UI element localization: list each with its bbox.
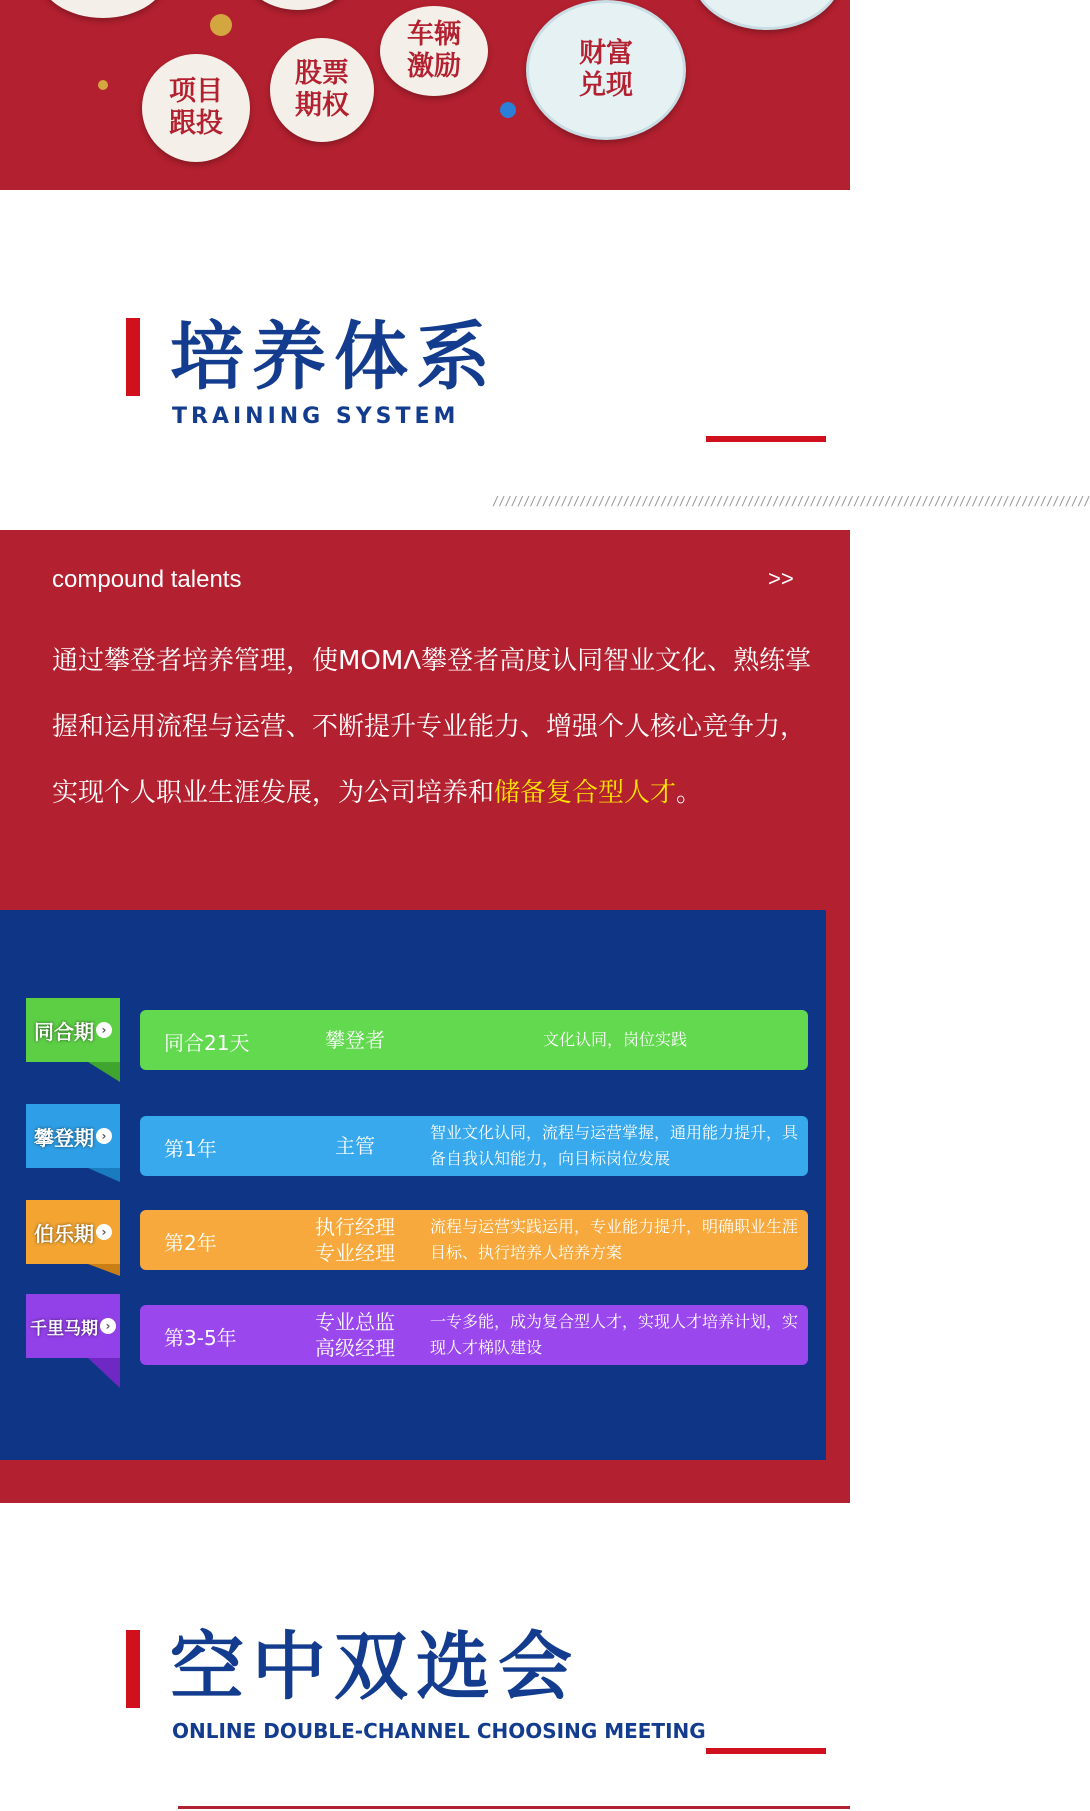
bubble-partial-left <box>38 0 168 18</box>
stage-desc: 文化认同，岗位实践 <box>542 1030 687 1049</box>
stage-tag-2 <box>26 1104 120 1188</box>
decor-dot-blue <box>500 102 516 118</box>
tag-tail <box>88 1358 120 1388</box>
intro-highlight: 储备复合型人才 <box>494 778 677 808</box>
stage-tag-3 <box>26 1200 120 1284</box>
decor-dot-gold <box>98 80 108 90</box>
stage-row-2 <box>140 1116 808 1176</box>
stage-time: 第2年 <box>164 1231 217 1255</box>
stage-role: 专业总监 高级经理 <box>315 1310 395 1360</box>
stage-tag-label: 攀登期 <box>34 1125 94 1150</box>
compound-talents-label: compound talents <box>52 566 242 593</box>
hatch-decoration: //////////////////////////////////////////////////////////////////////////////////////////////// <box>492 494 1090 508</box>
stage-row-1 <box>140 1010 808 1070</box>
chevron-right-icon: › <box>96 1022 112 1038</box>
bottom-divider <box>178 1806 850 1809</box>
meeting-subtitle: ONLINE DOUBLE-CHANNEL CHOOSING MEETING <box>172 1719 706 1743</box>
meeting-title: 空中双选会 <box>170 1624 580 1710</box>
stage-tag-4 <box>26 1294 120 1378</box>
tag-tail <box>88 1264 120 1276</box>
stage-row-4 <box>140 1305 808 1365</box>
stage-time: 第1年 <box>164 1137 217 1161</box>
stage-tag-label: 伯乐期 <box>34 1221 94 1246</box>
training-subtitle: TRAINING SYSTEM <box>172 404 460 429</box>
benefit-bubble-stock: 股票 期权 <box>270 38 374 142</box>
stage-tag-label: 同合期 <box>34 1019 94 1044</box>
stage-time: 第3-5年 <box>164 1326 237 1350</box>
stage-tag-1 <box>26 998 120 1082</box>
chevron-right-icon: › <box>96 1224 112 1240</box>
chevron-right-icon: › <box>100 1318 116 1334</box>
benefit-bubble-project: 项目 跟投 <box>142 54 250 162</box>
stage-role: 攀登者 <box>325 1028 385 1052</box>
tag-tail <box>88 1168 120 1182</box>
section-accent-bar <box>126 318 140 396</box>
stage-role: 执行经理 专业经理 <box>315 1215 395 1265</box>
intro-end: 。 <box>676 778 703 808</box>
stages-panel <box>0 910 826 1460</box>
bubble-partial-mid <box>238 0 358 10</box>
more-link[interactable]: >> <box>768 566 794 591</box>
stage-desc: 一专多能，成为复合型人才，实现人才培养计划，实现人才梯队建设 <box>430 1312 799 1357</box>
stage-role: 主管 <box>335 1134 375 1158</box>
section-underline-2 <box>706 1748 826 1754</box>
section-accent-bar-2 <box>126 1630 140 1708</box>
stage-time: 同合21天 <box>164 1031 250 1055</box>
bubble-partial-right <box>692 0 842 30</box>
training-intro <box>52 628 812 826</box>
benefit-bubble-wealth: 财富 兑现 <box>526 0 686 140</box>
benefit-bubble-vehicle: 车辆 激励 <box>380 6 488 96</box>
section-underline <box>706 436 826 442</box>
benefits-banner <box>0 0 850 190</box>
training-title: 培养体系 <box>170 314 498 400</box>
stage-tag-label: 千里马期 <box>30 1318 98 1339</box>
stage-row-3 <box>140 1210 808 1270</box>
tag-tail <box>88 1062 120 1082</box>
intro-text: 通过攀登者培养管理，使MOMΛ攀登者高度认同智业文化、熟练掌握和运用流程与运营、不断提升专业能力、增强个人核心竞争力，实现个人职业生涯发展，为公司培养和 <box>52 646 812 808</box>
stage-desc: 流程与运营实践运用，专业能力提升，明确职业生涯目标、执行培养人培养方案 <box>430 1217 799 1262</box>
stage-desc: 智业文化认同，流程与运营掌握，通用能力提升，具备自我认知能力，向目标岗位发展 <box>430 1123 799 1168</box>
decor-dot-gold-2 <box>210 14 232 36</box>
chevron-right-icon: › <box>96 1128 112 1144</box>
